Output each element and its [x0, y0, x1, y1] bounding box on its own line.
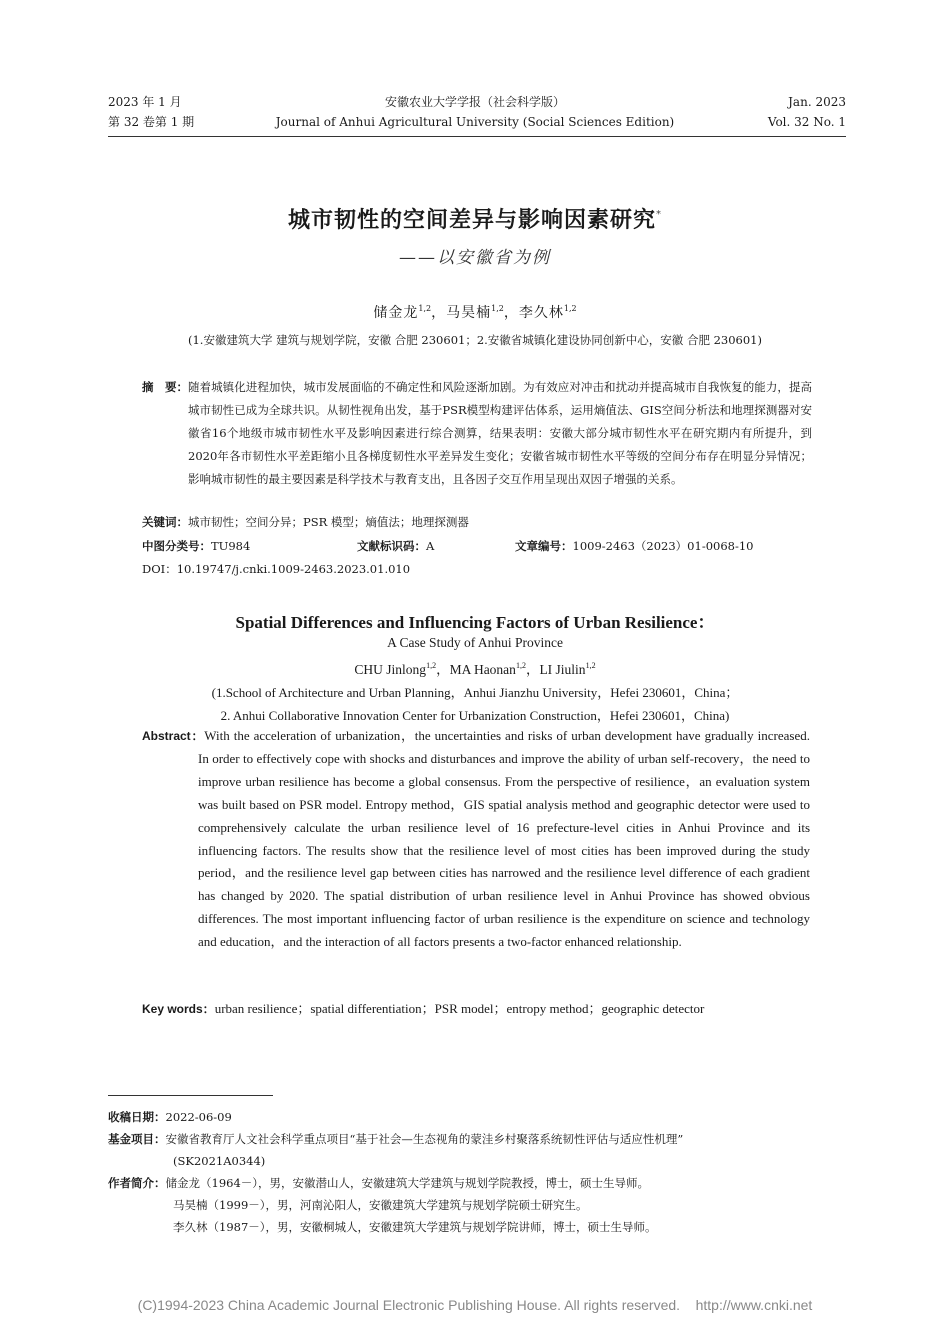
author-name: 储金龙	[373, 305, 419, 321]
received-date: 2022-06-09	[165, 1110, 232, 1124]
journal-name-cn: 安徽农业大学学报（社会科学版）	[384, 95, 565, 109]
english-subtitle: A Case Study of Anhui Province	[387, 635, 563, 650]
issue-date-cn: 2023 年 1 月	[108, 95, 182, 109]
volume-en: Vol. 32 No. 1	[767, 115, 846, 129]
author-name: 李久林	[518, 305, 564, 321]
volume-cn: 第 32 卷第 1 期	[108, 115, 195, 129]
paper-subtitle: ——以安徽省为例	[399, 248, 551, 268]
author-bio-1: 储金龙（1964－），男，安徽潜山人，安徽建筑大学建筑与规划学院教授，博士，硕士生导师。	[165, 1176, 650, 1190]
abstract-cn-text: 随着城镇化进程加快，城市发展面临的不确定性和风险逐渐加剧。为有效应对冲击和扰动并提高城市自我恢复的能力，提高城市韧性已成为全球共识。从韧性视角出发，基于PSR模型构建评估体系，运用熵值法、GIS空间分析法和地理探测器对安徽省16个地级市城市韧性水平及影响因素进行综合测算，结果表明：安徽大部分城市韧性水平在研究期内有所提升，到2020年各市韧性水平差距缩小且各梯度韧性水平差异发生变化；安徽省城市韧性水平等级的空间分布存在明显分异情况；影响城市韧性的最主要因素是科学技术与教育支出，且各因子交互作用呈现出双因子增强的关系。	[188, 380, 812, 486]
journal-name-en: Journal of Anhui Agricultural University (Social Sciences Edition)	[275, 115, 675, 129]
author-name: 马昊楠	[446, 305, 492, 321]
english-author-list	[0, 658, 950, 678]
abstract-en	[142, 725, 810, 954]
author-bio-2: 马昊楠（1999－），男，河南沁阳人，安徽建筑大学建筑与规划学院硕士研究生。	[173, 1198, 588, 1212]
clc-value: TU984	[211, 539, 251, 553]
author-affil-mark-en: 1,2	[426, 661, 437, 670]
article-no-value: 1009-2463（2023）01-0068-10	[572, 539, 754, 553]
keywords-cn	[142, 514, 822, 530]
keywords-en-label: Key words：	[142, 1002, 215, 1016]
abstract-en-text: With the acceleration of urbanization，the uncertainties and risks of urban development have gradually increased. In order to effectively cope with shocks and disturbances and improve the ability of urban self-recovery，the need to improve urban resilience has become a global consensus. From the perspective of resilience，an evaluation system was built based on PSR model. Entropy method，GIS spatial analysis method and geographic detector were used to comprehensively calculate the urban resilience level of 16 prefecture-level cities in Anhui Province and its influencing factors. The results show that the resilience level of most cities has been improved during the study period，and the resilience level gap between cities has narrowed and the resilience level difference of each gradient has changed by 2020. The spatial distribution of urban resilience level in Anhui Province has showed obvious differences. The most important influencing factor of urban resilience is the expenditure on science and technology and education，and the interaction of all factors presents a two-factor enhanced relationship.	[198, 728, 811, 950]
english-affiliation-1: (1.School of Architecture and Urban Planning，Anhui Jianzhu University，Hefei 230601，China；	[211, 685, 739, 700]
author-affil-mark: 1,2	[563, 304, 577, 313]
author-affil-mark: 1,2	[491, 304, 504, 313]
author-bio-3: 李久林（1987－），男，安徽桐城人，安徽建筑大学建筑与规划学院讲师，博士，硕士生导师。	[173, 1220, 657, 1234]
classification-row	[142, 538, 822, 554]
author-list	[0, 302, 950, 322]
footnotes	[108, 1106, 848, 1238]
doc-code-value: A	[426, 539, 435, 553]
doi[interactable]: DOI：10.19747/j.cnki.1009-2463.2023.01.010	[142, 562, 411, 576]
bio-label: 作者简介：	[108, 1176, 166, 1190]
received-label: 收稿日期：	[108, 1110, 166, 1124]
affiliation-cn: (1.安徽建筑大学 建筑与规划学院，安徽 合肥 230601；2.安徽省城镇化建设协同创新中心，安徽 合肥 230601)	[188, 333, 762, 347]
fund-text: 安徽省教育厅人文社会科学重点项目“基于社会—生态视角的蒙洼乡村聚落系统韧性评估与适应性机理”	[165, 1132, 684, 1146]
keywords-en	[142, 998, 822, 1017]
author-name-en: MA Haonan	[449, 662, 516, 677]
issue-date-en: Jan. 2023	[788, 95, 846, 109]
author-separator: ，	[503, 305, 519, 321]
abstract-cn	[142, 376, 812, 491]
paper-title	[0, 203, 950, 234]
title-footnote-mark: *	[656, 209, 662, 220]
author-separator-en: ，	[525, 662, 540, 677]
author-name-en: LI Jiulin	[539, 662, 586, 677]
abstract-en-label: Abstract：	[142, 729, 205, 743]
english-affiliation-2: 2. Anhui Collaborative Innovation Center for Urbanization Construction，Hefei 230601，China)	[220, 708, 730, 723]
footnote-rule	[108, 1095, 273, 1096]
header-left	[108, 92, 194, 132]
author-separator-en: ，	[436, 662, 450, 677]
keywords-cn-text: 城市韧性；空间分异；PSR 模型；熵值法；地理探测器	[188, 515, 469, 529]
keywords-cn-label: 关键词：	[142, 515, 188, 529]
paper-title-text: 城市韧性的空间差异与影响因素研究	[287, 208, 656, 233]
author-separator: ，	[431, 305, 447, 321]
article-no-label: 文章编号：	[515, 539, 573, 553]
header-rule	[108, 136, 846, 137]
doc-code-label: 文献标识码：	[357, 539, 426, 553]
author-name-en: CHU Jinlong	[354, 662, 427, 677]
english-title: Spatial Differences and Influencing Factors of Urban Resilience：	[235, 613, 715, 632]
author-affil-mark-en: 1,2	[585, 661, 596, 670]
copyright-notice: (C)1994-2023 China Academic Journal Electronic Publishing House. All rights reserved. http://www.cnki.net	[137, 1297, 813, 1313]
header-center	[250, 92, 700, 132]
keywords-en-text: urban resilience；spatial differentiation；PSR model；entropy method；geographic detector	[214, 1001, 705, 1016]
fund-code: (SK2021A0344)	[173, 1154, 266, 1168]
header-right	[768, 92, 846, 132]
clc-label: 中图分类号：	[142, 539, 211, 553]
author-affil-mark-en: 1,2	[515, 661, 526, 670]
author-affil-mark: 1,2	[418, 304, 432, 313]
fund-label: 基金项目：	[108, 1132, 166, 1146]
abstract-cn-label: 摘 要：	[142, 380, 188, 394]
